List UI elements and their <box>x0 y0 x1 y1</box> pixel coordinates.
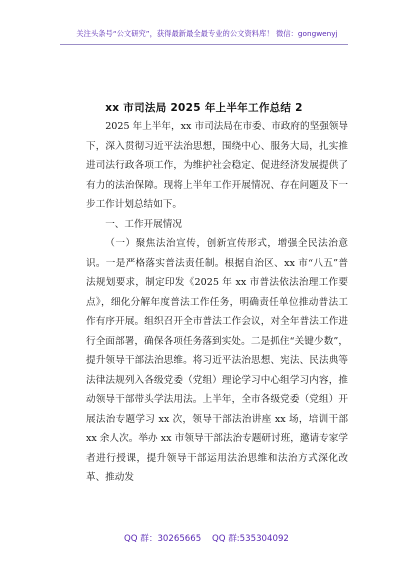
footer-qq-group-2: QQ 群:535304092 <box>211 534 289 544</box>
document-title: xx 市司法局 2025 年上半年工作总结 2 <box>105 102 303 114</box>
footer-qq-group-1: QQ 群：30265665 <box>124 534 202 544</box>
document-body <box>86 117 348 488</box>
section-heading: 一、工作开展情况 <box>105 218 182 230</box>
paragraph-intro: 2025 年上半年，xx 市司法局在市委、市政府的坚强领导下，深入贯彻习近平法治思想，围绕中心、服务大局，扎实推进司法行政各项工作，为维护社会稳定、促进经济发展提供了有力的法治保障。现将上半年工作开展情况、存在问题及下一步工作计划总结如下。 <box>86 121 348 210</box>
header-notice: 关注头条号“公文研究”，获得最新最全最专业的公文资料库！ 微信：gongwenyj <box>76 29 338 38</box>
header-divider <box>60 44 348 45</box>
paragraph-section-1: （一）聚焦法治宣传，创新宣传形式，增强全民法治意识。一是严格落实普法责任制。根据自治区、xx 市“八五”普法规划要求，制定印发《2025 年 xx 市普法依法治理工作要点》，细化分解年度普法工作任务，明确责任单位推动普法工作有序开展。组织召开全市普法工作会议，对全年普法工作进行全面部署，确保各项任务落到实处。二是抓住“关键少数”，提升领导干部法治思维。将习近平法治思想、宪法、民法典等法律法规列入各级党委（党组）理论学习中心组学习内容，推动领导干部带头学法用法。上半年，全市各级党委（党组）开展法治专题学习 xx 次，领导干部法治讲座 xx 场，培训干部 xx 余人次。举办 xx 市领导干部法治专题研讨班，邀请专家学者进行授课，提升领导干部运用法治思维和法治方式深化改革、推动发 <box>86 238 348 483</box>
footer-contacts <box>120 532 290 544</box>
